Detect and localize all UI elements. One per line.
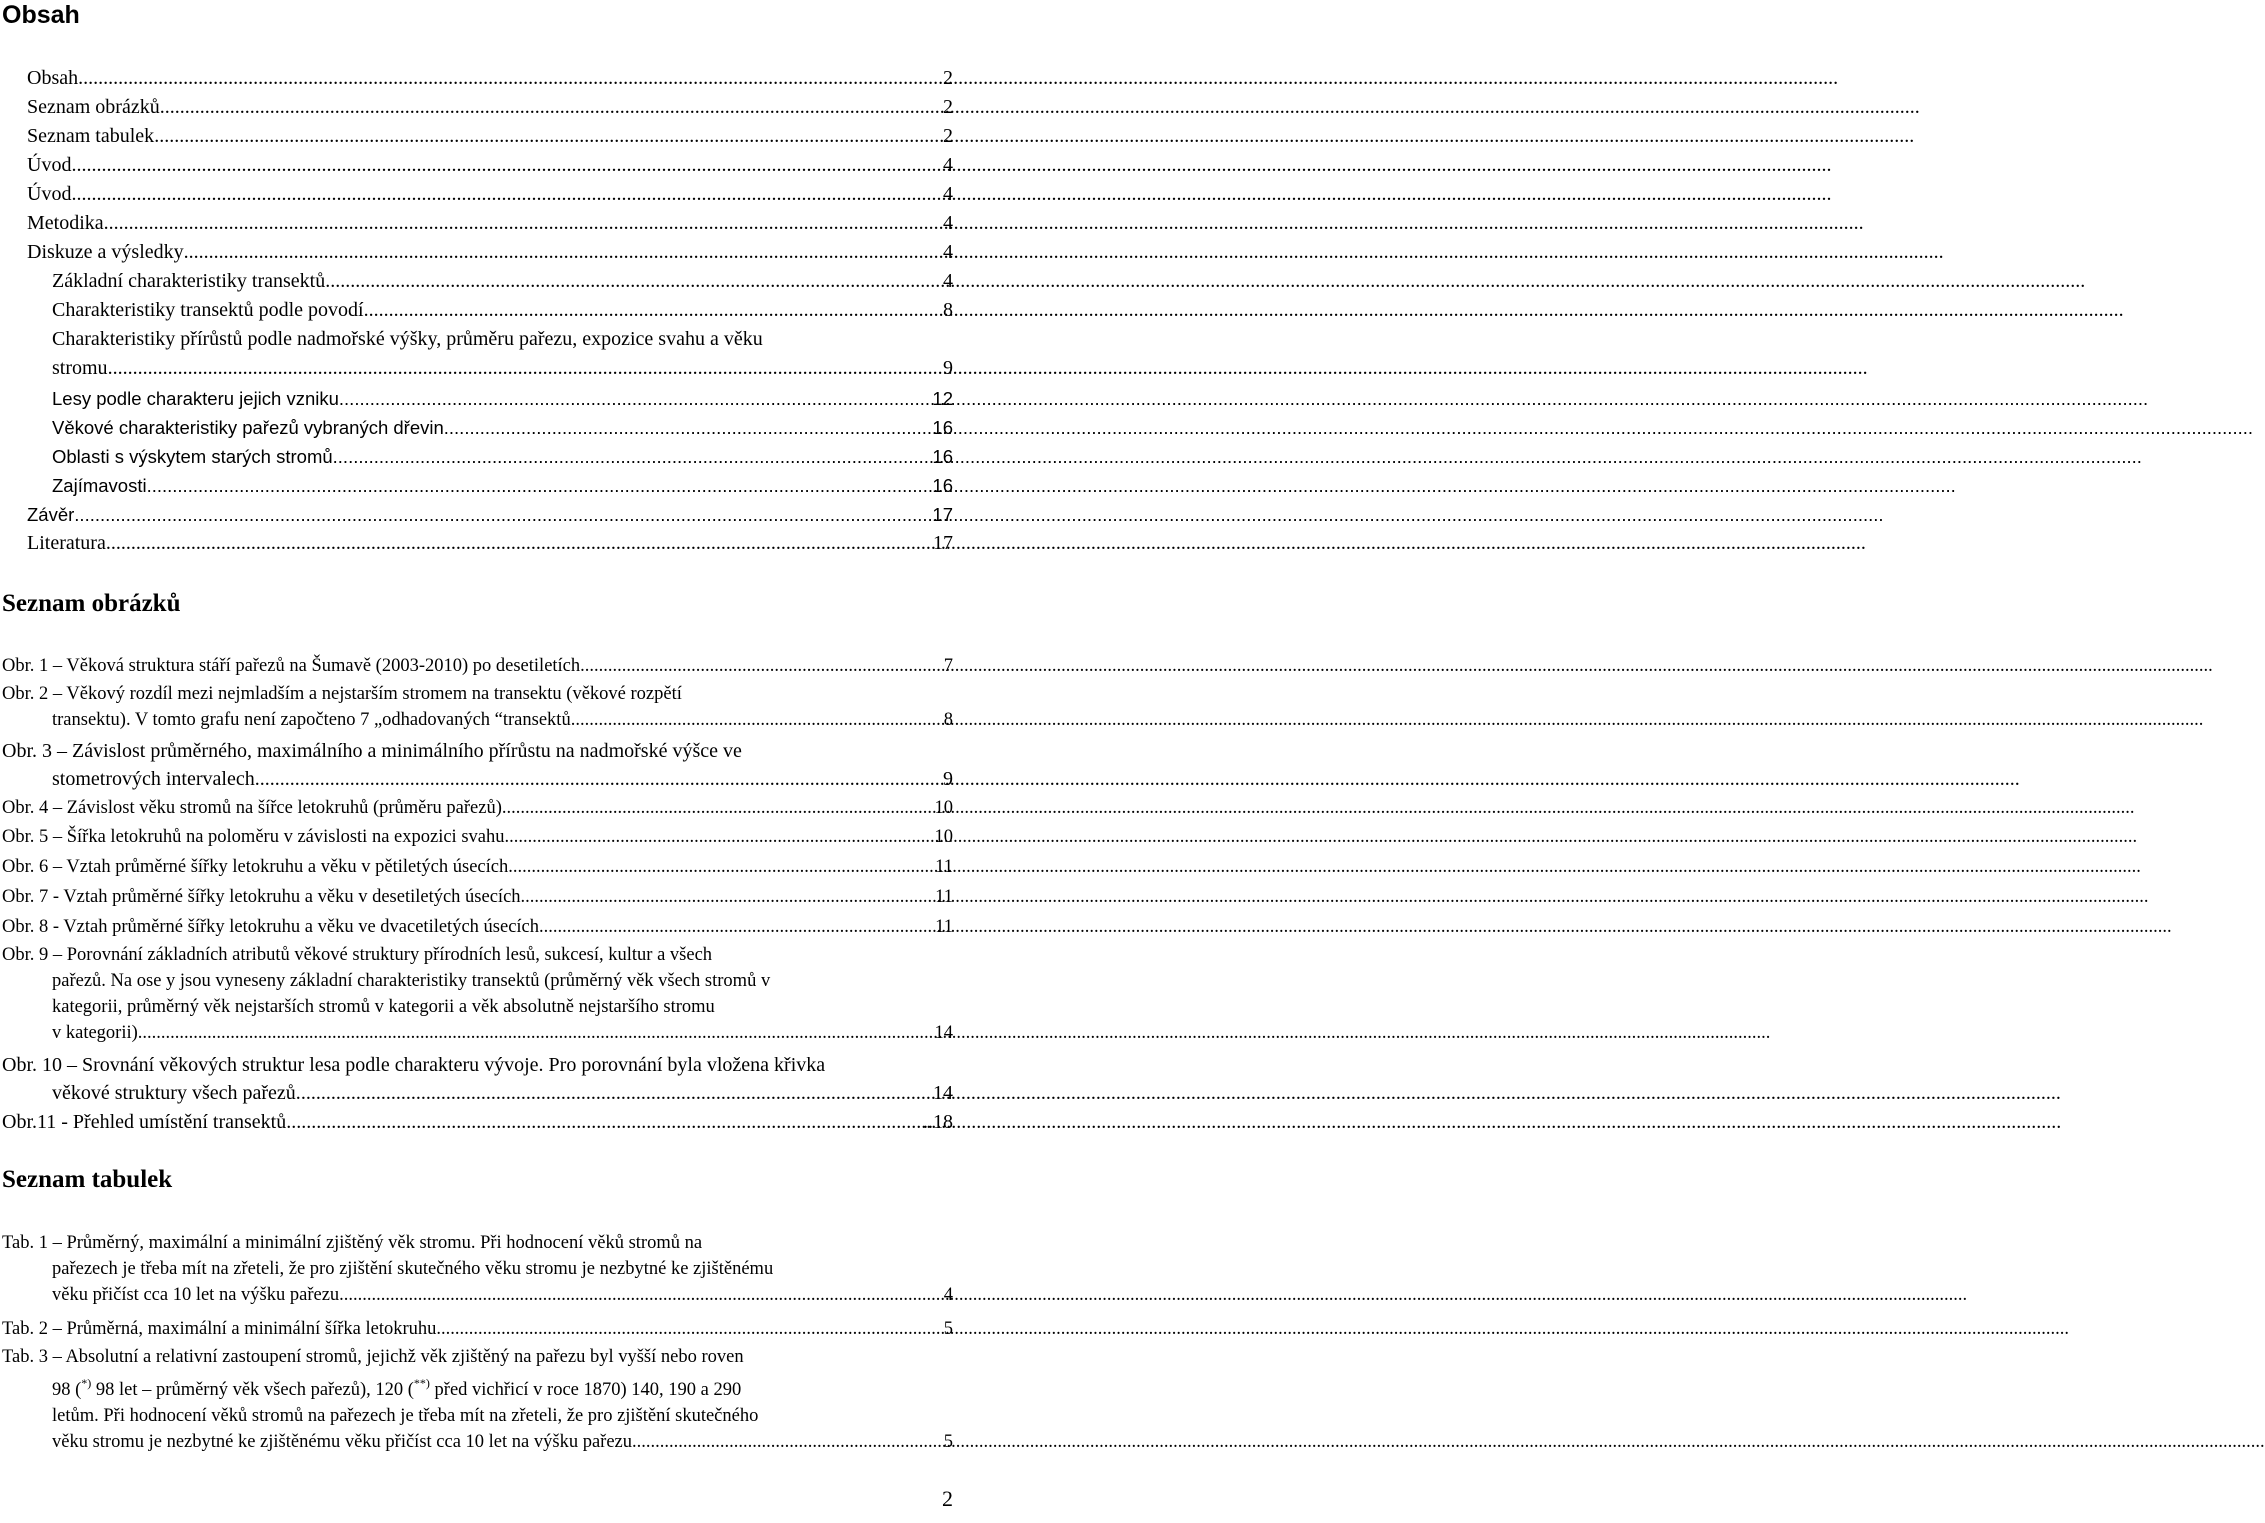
figures-heading: Seznam obrázků <box>2 590 181 617</box>
toc-entry[interactable]: Zajímavosti ..... 16 <box>52 471 953 500</box>
figure-entry[interactable]: Obr. 5 – Šířka letokruhů na poloměru v závislosti na expozici svahu. ..... 10 <box>2 824 953 850</box>
toc-entry[interactable]: Lesy podle charakteru jejich vzniku ..... 12 <box>52 384 953 413</box>
table-entry[interactable]: Tab. 1 – Průměrný, maximální a minimální zjištěný věk stromu. Při hodnocení věků stromů na pařezech je třeba mít na zřeteli, že pro zjištění skutečného věku stromu je nezbytné ke zjištěnému věku přičíst cca 10 let na výšku pařezu ..... 4 <box>2 1230 953 1308</box>
figure-entry[interactable]: Obr.11 - Přehled umístění transektů... ..... ..18 <box>2 1108 953 1136</box>
figure-entry[interactable]: Obr. 2 – Věkový rozdíl mezi nejmladším a nejstarším stromem na transektu (věkové rozpětí transektu). V tomto grafu není započteno 7 „odhadovaných “transektů. ..... 8 <box>2 681 953 733</box>
toc-entry[interactable]: Diskuze a výsledky ..... 4 <box>27 238 953 267</box>
figure-entry[interactable]: Obr. 7 - Vztah průměrné šířky letokruhu a věku v desetiletých úsecích ..... 11 <box>2 884 953 910</box>
table-entry[interactable]: Tab. 2 – Průměrná, maximální a minimální šířka letokruhu. ..... 5 <box>2 1316 953 1342</box>
page-number: 2 <box>942 1486 953 1511</box>
figure-entry[interactable]: Obr. 4 – Závislost věku stromů na šířce letokruhů (průměru pařezů). ..... 10 <box>2 795 953 821</box>
toc-entry[interactable]: Seznam obrázků ..... 2 <box>27 93 953 122</box>
page-title: Obsah <box>2 1 80 29</box>
toc-entry[interactable]: Úvod ..... 4 <box>27 151 953 180</box>
toc-entry[interactable]: Úvod ..... 4 <box>27 180 953 209</box>
figure-entry[interactable]: Obr. 8 - Vztah průměrné šířky letokruhu a věku ve dvacetiletých úsecích. ..... 11 <box>2 914 953 940</box>
figure-entry[interactable]: Obr. 10 – Srovnání věkových struktur lesa podle charakteru vývoje. Pro porovnání byla vložena křivka věkové struktury všech pařezů. ..... 14 <box>2 1051 953 1107</box>
toc-entry[interactable]: Metodika ..... 4 <box>27 209 953 238</box>
toc-entry[interactable]: Závěr ..... 17 <box>27 500 953 529</box>
toc-entry[interactable]: Charakteristiky přírůstů podle nadmořské výšky, průměru pařezu, expozice svahu a věku stromu ..... 9 <box>52 325 953 383</box>
toc-entry[interactable]: Obsah ..... 2 <box>27 64 953 93</box>
tables-heading: Seznam tabulek <box>2 1166 173 1193</box>
figure-entry[interactable]: Obr. 6 – Vztah průměrné šířky letokruhu a věku v pětiletých úsecích. ..... 11 <box>2 854 953 880</box>
toc-entry[interactable]: Oblasti s výskytem starých stromů ..... 16 <box>52 442 953 471</box>
toc-entry[interactable]: Základní charakteristiky transektů ..... 4 <box>52 267 953 296</box>
figure-entry[interactable]: Obr. 3 – Závislost průměrného, maximálního a minimálního přírůstu na nadmořské výšce ve stometrových intervalech. ..... 9 <box>2 737 953 793</box>
figure-entry[interactable]: Obr. 1 – Věková struktura stáří pařezů na Šumavě (2003-2010) po desetiletích. ..... 7 <box>2 653 953 679</box>
table-entry[interactable]: Tab. 3 – Absolutní a relativní zastoupení stromů, jejichž věk zjištěný na pařezu byl vyšší nebo roven 98 (*) 98 let – průměrný věk všech pařezů), 120 (**) před vichřicí v roce 1870) 140, 190 a 290 letům. Při hodnocení věků stromů na pařezech je třeba mít na zřeteli, že pro zjištění skutečného věku stromu je nezbytné ke zjištěnému věku přičíst cca 10 let na výšku pařezu. ..... 5 <box>2 1344 953 1455</box>
toc-entry[interactable]: Věkové charakteristiky pařezů vybraných dřevin ..... 16 <box>52 413 953 442</box>
toc-entry[interactable]: Charakteristiky transektů podle povodí ..... 8 <box>52 296 953 325</box>
figure-entry[interactable]: Obr. 9 – Porovnání základních atributů věkové struktury přírodních lesů, sukcesí, kultur a všech pařezů. Na ose y jsou vyneseny základní charakteristiky transektů (průměrný věk všech stromů v kategorii, průměrný věk nejstarších stromů v kategorii a věk absolutně nejstaršího stromu v kategorii). ..... 14 <box>2 942 953 1046</box>
toc-entry[interactable]: Seznam tabulek ..... 2 <box>27 122 953 151</box>
toc-entry[interactable]: Literatura ..... 17 <box>27 529 953 558</box>
